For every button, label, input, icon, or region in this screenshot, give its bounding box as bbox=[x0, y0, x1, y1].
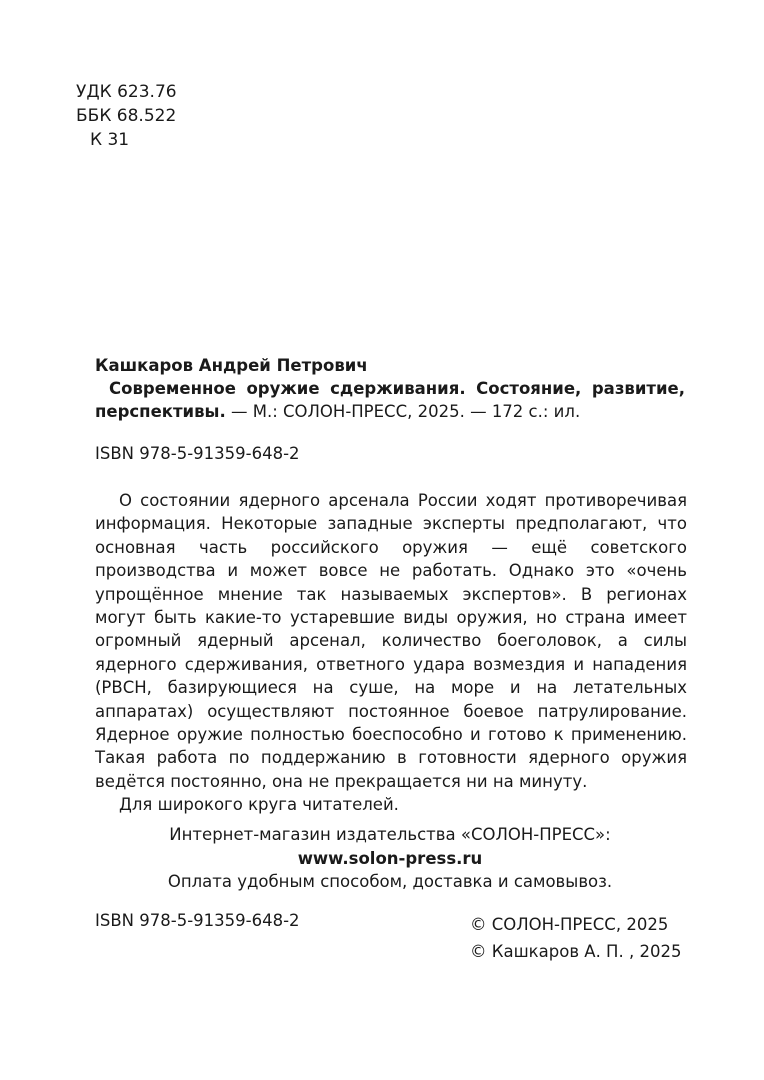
title-line bbox=[95, 377, 685, 423]
bibliographic-record bbox=[95, 354, 685, 423]
bbk-code: ББК 68.522 bbox=[76, 106, 177, 126]
author-mark: К 31 bbox=[90, 130, 130, 150]
isbn-footer: ISBN 978-5-91359-648-2 bbox=[95, 911, 300, 930]
shop-intro: Интернет-магазин издательства «СОЛОН-ПРЕСС»: bbox=[169, 825, 611, 844]
classification-block bbox=[76, 80, 177, 152]
copyright-publisher: © СОЛОН-ПРЕСС, 2025 bbox=[470, 915, 669, 934]
author-name: Кашкаров Андрей Петрович bbox=[95, 356, 368, 375]
shop-url: www.solon-press.ru bbox=[297, 848, 483, 868]
copyright-block bbox=[470, 911, 681, 965]
imprint-details: — М.: СОЛОН-ПРЕСС, 2025. — 172 с.: ил. bbox=[225, 402, 581, 421]
abstract-paragraph: О состоянии ядерного арсенала России ходят противоречивая информация. Некоторые западные эксперты предполагают, что основная часть российского оружия — ещё советского производства и может вовсе не работать. Однако это «очень упрощённое мнение так называемых экспертов». В регионах могут быть какие-то устаревшие виды оружия, но страна имеет огромный ядерный арсенал, количество боеголовок, а силы ядерного сдерживания, ответного удара возмездия и нападения (РВСН, базирующиеся на суше, на море и на летательных аппаратах) осуществляют постоянное боевое патрулирование. Ядерное оружие полностью боеспособно и готово к применению. Такая работа по поддержанию в готовности ядерного оружия ведётся постоянно, она не прекращается ни на минуту. bbox=[95, 491, 687, 791]
abstract bbox=[95, 489, 687, 817]
book-title: Современное оружие сдерживания. Состояние, развитие, перспективы. bbox=[95, 379, 685, 421]
audience-note: Для широкого круга читателей. bbox=[119, 795, 399, 815]
shop-terms: Оплата удобным способом, доставка и самовывоз. bbox=[167, 872, 613, 891]
isbn-top: ISBN 978-5-91359-648-2 bbox=[95, 444, 300, 463]
online-shop-block bbox=[95, 823, 685, 894]
udk-code: УДК 623.76 bbox=[76, 82, 177, 102]
copyright-author: © Кашкаров А. П. , 2025 bbox=[470, 942, 682, 961]
